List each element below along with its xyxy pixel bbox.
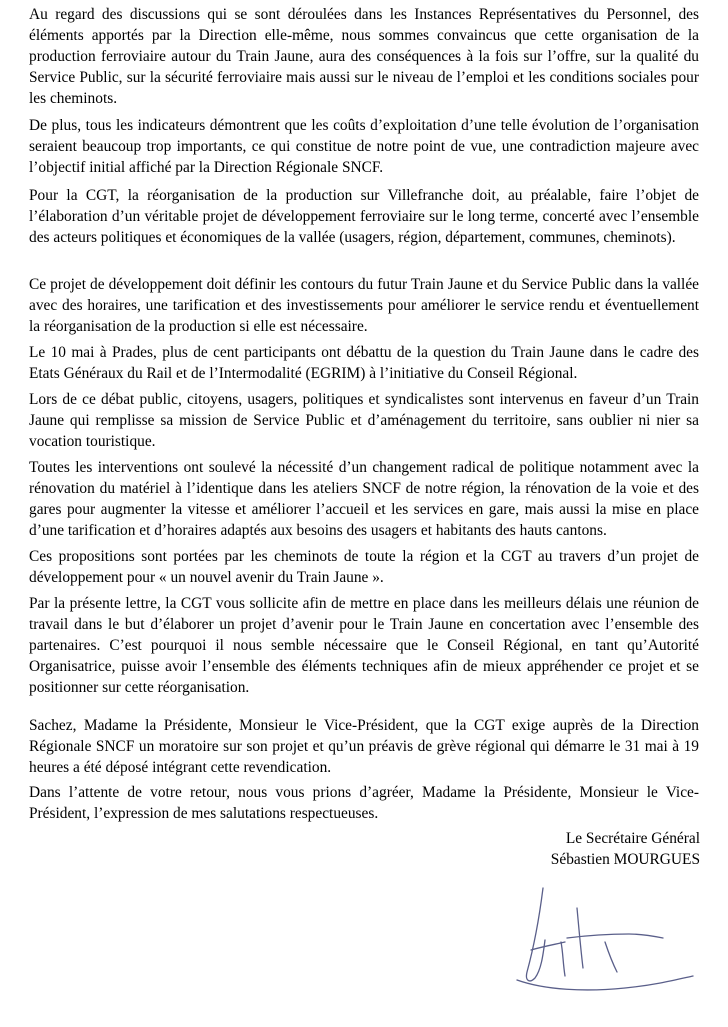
paragraph-10: Sachez, Madame la Présidente, Monsieur le Vice-Président, que la CGT exige auprès de la Direction Régionale SNCF un moratoire sur son projet et qu’un préavis de grève régional qui démarre le 31 mai à 19 heures a été déposé intégrant cette revendication. bbox=[29, 717, 699, 776]
handwritten-signature bbox=[505, 880, 705, 1000]
paragraph-4: Ce projet de développement doit définir les contours du futur Train Jaune et du Service Public dans la vallée avec des horaires, une tarification et des investissements pour améliorer le service rendu et éventuellement la réorganisation de la production si elle est nécessaire. bbox=[29, 276, 699, 335]
paragraph-5: Le 10 mai à Prades, plus de cent participants ont débattu de la question du Train Jaune dans le cadre des Etats Généraux du Rail et de l’Intermodalité (EGRIM) à l’initiative du Conseil Régional. bbox=[29, 344, 699, 382]
signature-block bbox=[551, 828, 700, 870]
paragraph-8: Ces propositions sont portées par les cheminots de toute la région et la CGT au travers d’un projet de développement pour « un nouvel avenir du Train Jaune ». bbox=[29, 548, 699, 586]
paragraph-9: Par la présente lettre, la CGT vous sollicite afin de mettre en place dans les meilleurs délais une réunion de travail dans le but d’élaborer un projet d’avenir pour le Train Jaune en concertation avec l’ensemble des partenaires. C’est pourquoi il nous semble nécessaire que le Conseil Régional, en tant qu’Autorité Organisatrice, puisse avoir l’ensemble des éléments techniques afin de mieux appréhender ce projet et se positionner sur cette réorganisation. bbox=[29, 595, 699, 696]
signatory-name: Sébastien MOURGUES bbox=[550, 851, 700, 868]
paragraph-2: De plus, tous les indicateurs démontrent que les coûts d’exploitation d’une telle évolution de l’organisation seraient beaucoup trop importants, ce qui constitue de notre point de vue, une contradiction majeure avec l’objectif initial affiché par la Direction Régionale SNCF. bbox=[29, 117, 699, 176]
paragraph-1: Au regard des discussions qui se sont déroulées dans les Instances Représentatives du Personnel, des éléments apportés par la Direction elle-même, nous sommes convaincus que cette organisation de la production ferroviaire autour du Train Jaune, aura des conséquences à la fois sur l’offre, sur la qualité du Service Public, sur la sécurité ferroviaire mais aussi sur le niveau de l’emploi et les conditions sociales pour les cheminots. bbox=[29, 6, 699, 107]
paragraph-7: Toutes les interventions ont soulevé la nécessité d’un changement radical de politique notamment avec la rénovation du matériel à l’identique dans les ateliers SNCF de notre région, la rénovation de la voie et des gares pour augmenter la vitesse et améliorer l’accueil et les services en gare, mais aussi la mise en place d’une tarification et d’horaires adaptés aux besoins des usagers et habitants des hauts cantons. bbox=[29, 459, 699, 539]
signatory-title: Le Secrétaire Général bbox=[565, 830, 700, 847]
paragraph-6: Lors de ce débat public, citoyens, usagers, politiques et syndicalistes sont intervenus en faveur d’un Train Jaune qui remplisse sa mission de Service Public et d’aménagement du territoire, sans oublier ni nier sa vocation touristique. bbox=[29, 391, 699, 450]
paragraph-11: Dans l’attente de votre retour, nous vous prions d’agréer, Madame la Présidente, Monsieur le Vice-Président, l’expression de mes salutations respectueuses. bbox=[29, 784, 699, 822]
paragraph-3: Pour la CGT, la réorganisation de la production sur Villefranche doit, au préalable, faire l’objet de l’élaboration d’un véritable projet de développement ferroviaire sur le long terme, concerté avec l’ensemble des acteurs politiques et économiques de la vallée (usagers, région, département, communes, cheminots). bbox=[29, 187, 699, 246]
